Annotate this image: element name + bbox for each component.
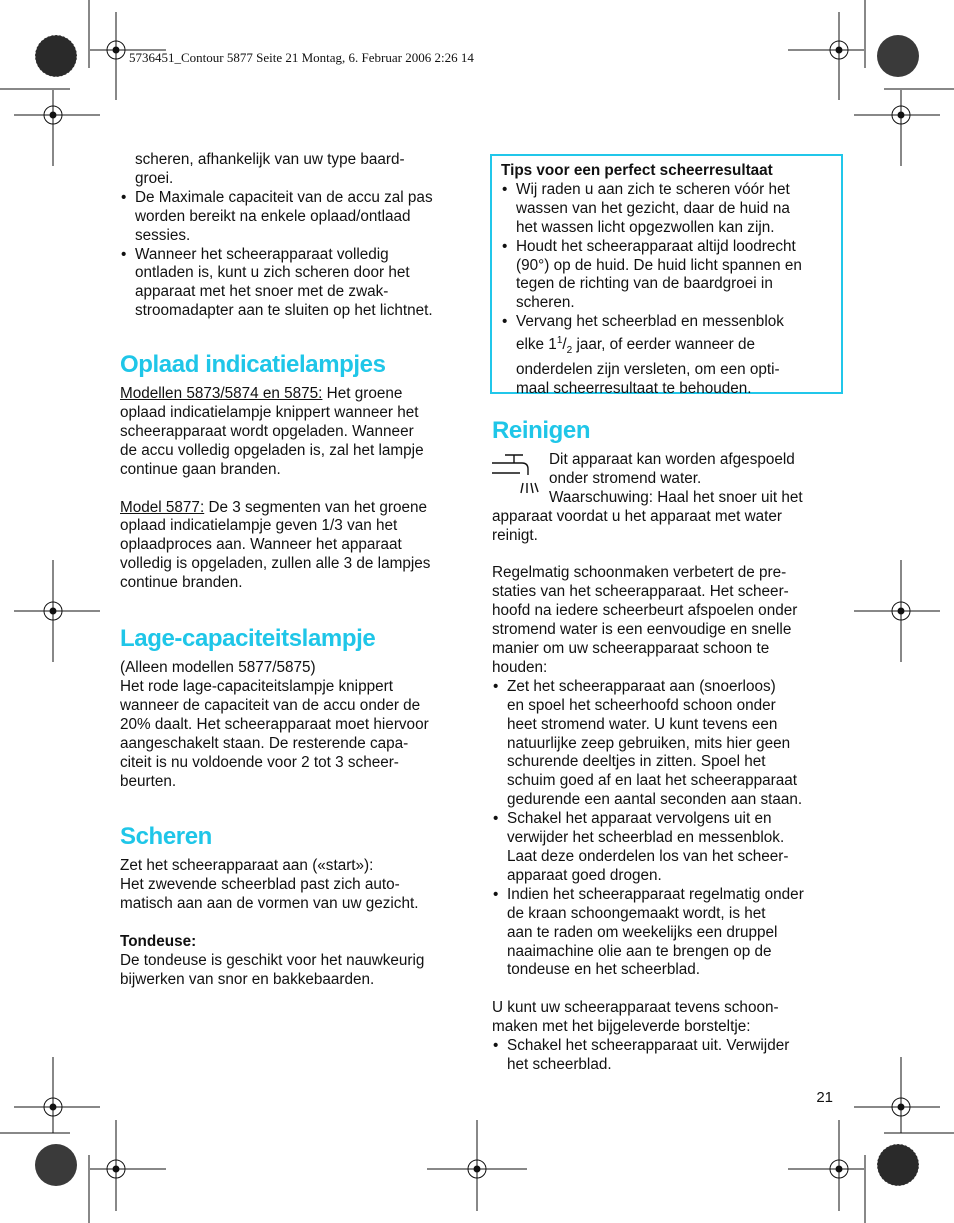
text-line: onder stromend water.	[549, 469, 702, 487]
text-line: manier om uw scheerapparaat schoon te	[492, 640, 770, 658]
text-line: De tondeuse is geschikt voor het nauwkeurig	[120, 951, 425, 969]
print-header: 5736451_Contour 5877 Seite 21 Montag, 6. Februar 2006 2:26 14	[129, 50, 474, 65]
text-line: Regelmatig schoonmaken verbetert de pre-	[492, 564, 787, 582]
registration-rosette-icon	[877, 35, 919, 77]
list-item	[501, 313, 833, 399]
list-item	[501, 181, 833, 238]
text-line: continue gaan branden.	[120, 460, 281, 478]
tips-title: Tips voor een perfect scheerresultaat	[501, 162, 773, 179]
text-line: naaimachine olie aan te brengen op de	[507, 942, 772, 960]
text-line: de kraan schoongemaakt wordt, is het	[507, 904, 766, 922]
crosshair-icon	[14, 90, 100, 166]
crosshair-icon	[788, 12, 864, 100]
text-line: matisch aan aan de vormen van uw gezicht.	[120, 895, 419, 913]
text-line: stroomadapter aan te sluiten op het lichtnet.	[135, 302, 433, 320]
text-line: aangeschakelt staan. De resterende capa-	[120, 734, 409, 752]
text-line: volledig is opgeladen, zullen alle 3 de lampjes	[120, 555, 431, 573]
section-heading: Lage-capaciteitslampje	[120, 625, 376, 653]
text-line: • Wij raden u aan zich te scheren vóór het	[516, 180, 790, 198]
fraction-numerator: 1	[556, 335, 563, 347]
text-line: (Alleen modellen 5877/5875)	[120, 659, 316, 677]
text-span: elke 1	[516, 336, 557, 354]
text-line: • Indien het scheerapparaat regelmatig onder	[507, 885, 804, 903]
text-line: • Houdt het scheerapparaat altijd loodrecht	[516, 237, 796, 255]
text-line: houden:	[492, 658, 548, 676]
list-item	[120, 189, 472, 246]
text-line: beurten.	[120, 772, 177, 790]
registration-rosette-icon	[877, 1144, 919, 1186]
text-line: gedurende een aantal seconden aan staan.	[507, 791, 803, 809]
intro-continuation	[120, 151, 472, 189]
section-heading: Oplaad indicatielampjes	[120, 351, 386, 379]
section-heading: Scheren	[120, 823, 212, 851]
text-line: scheerapparaat wordt opgeladen. Wanneer	[120, 422, 414, 440]
subheading: Tondeuse:	[120, 933, 197, 951]
list-item	[492, 886, 837, 981]
text-line: verwijder het scheerblad en messenblok.	[507, 829, 785, 847]
text-line: het wassen licht opgezwollen kan zijn.	[516, 218, 775, 236]
text-line: Waarschuwing: Haal het snoer uit het	[549, 488, 803, 506]
text-line: en spoel het scheerhoofd schoon onder	[507, 696, 776, 714]
text-line: worden bereikt na enkele oplaad/ontlaad	[135, 207, 411, 225]
rinse-block	[492, 451, 837, 508]
page-number: 21	[816, 1089, 833, 1106]
registration-rosette-icon	[35, 35, 77, 77]
text-line: maken met het bijgeleverde borsteltje:	[492, 1018, 751, 1036]
text-line: de accu volledig opgeladen is, zal het lampje	[120, 441, 424, 459]
text-span: jaar, of eerder wanneer de	[572, 336, 756, 354]
list-item	[492, 678, 837, 810]
model-label: Modellen 5873/5874 en 5875:	[120, 385, 323, 403]
list-item	[120, 246, 472, 322]
text-line: citeit is nu voldoende voor 2 tot 3 scheer-	[120, 753, 399, 771]
text-line: stromend water is een eenvoudige en snelle	[492, 621, 792, 639]
section-heading: Reinigen	[492, 417, 591, 444]
text-line: onderdelen zijn versleten, om een opti-	[516, 361, 780, 379]
text-line: aan te raden om weekelijks een druppel	[507, 923, 778, 941]
list-item	[492, 1037, 837, 1075]
text-line: groei.	[135, 169, 174, 187]
list-item	[501, 238, 833, 314]
crosshair-icon	[14, 560, 100, 662]
text-line: schurende deeltjes in zitten. Spoel het	[507, 753, 766, 771]
crosshair-icon	[854, 90, 940, 166]
text-line: oplaadproces aan. Wanneer het apparaat	[120, 536, 402, 554]
text-line: sessies.	[135, 226, 191, 244]
text-line: • Vervang het scheerblad en messenblok	[516, 313, 784, 331]
water-tap-icon	[492, 453, 540, 501]
text-line: Het rode lage-capaciteitslampje knippert	[120, 678, 393, 696]
text-line: tegen de richting van de baardgroei in	[516, 275, 773, 293]
text-span: De 3 segmenten van het groene	[204, 498, 428, 516]
text-line: • Schakel het apparaat vervolgens uit en	[507, 810, 772, 828]
fraction-denominator: 2	[566, 345, 573, 357]
list-item	[492, 810, 837, 886]
text-line: continue branden.	[120, 574, 243, 592]
text-line: scheren, afhankelijk van uw type baard-	[135, 151, 405, 168]
text-line: (90°) op de huid. De huid licht spannen en	[516, 256, 802, 274]
text-line: • Schakel het scheerapparaat uit. Verwijder	[507, 1037, 790, 1055]
fraction-slash: /	[562, 336, 567, 354]
text-line: oplaad indicatielampje knippert wanneer het	[120, 404, 419, 422]
crosshair-icon	[788, 1120, 864, 1211]
text-line: reinigt.	[492, 526, 538, 544]
crosshair-icon	[90, 1120, 166, 1211]
text-line: Zet het scheerapparaat aan («start»):	[120, 857, 374, 875]
text-line: oplaad indicatielampje geven 1/3 van het	[120, 517, 398, 535]
text-line: • De Maximale capaciteit van de accu zal pas	[135, 188, 433, 206]
text-line: U kunt uw scheerapparaat tevens schoon-	[492, 999, 779, 1017]
text-line: ontladen is, kunt u zich scheren door het	[135, 264, 410, 282]
text-line: Dit apparaat kan worden afgespoeld	[549, 451, 795, 468]
text-line: • Zet het scheerapparaat aan (snoerloos)	[507, 677, 776, 695]
text-line: schuim goed af en laat het scheerapparaat	[507, 772, 797, 790]
rinse-text	[549, 451, 803, 508]
text-line: heet stromend water. U kunt tevens een	[507, 715, 778, 733]
text-line: wanneer de capaciteit van de accu onder de	[120, 696, 421, 714]
left-column	[120, 151, 472, 990]
text-line: natuurlijke zeep gebruiken, mits hier geen	[507, 734, 791, 752]
text-span: Het groene	[322, 385, 403, 403]
text-line	[120, 499, 472, 518]
text-line	[516, 332, 833, 361]
crosshair-icon	[427, 1120, 527, 1211]
text-line: 20% daalt. Het scheerapparaat moet hiervoor	[120, 715, 429, 733]
crosshair-icon	[14, 1057, 100, 1133]
registration-rosette-icon	[35, 1144, 77, 1186]
text-line: maal scheerresultaat te behouden.	[516, 380, 752, 398]
text-line: scheren.	[516, 294, 575, 312]
tips-box	[490, 154, 843, 398]
crosshair-icon	[854, 1057, 940, 1133]
right-column	[492, 417, 837, 1075]
text-line: staties van het scheerapparaat. Het scheer-	[492, 583, 789, 601]
model-label: Model 5877:	[120, 498, 205, 516]
text-line	[120, 385, 472, 404]
text-line: wassen van het gezicht, daar de huid na	[516, 199, 790, 217]
text-line: bijwerken van snor en bakkebaarden.	[120, 970, 375, 988]
text-line: hoofd na iedere scheerbeurt afspoelen onder	[492, 602, 798, 620]
text-line: Laat deze onderdelen los van het scheer-	[507, 847, 789, 865]
text-line: het scheerblad.	[507, 1055, 612, 1073]
text-line: apparaat met het snoer met de zwak-	[135, 283, 389, 301]
text-line: Het zwevende scheerblad past zich auto-	[120, 876, 400, 894]
text-line: apparaat goed drogen.	[507, 866, 662, 884]
text-line: tondeuse en het scheerblad.	[507, 961, 701, 979]
text-line: apparaat voordat u het apparaat met water	[492, 507, 782, 525]
text-line: • Wanneer het scheerapparaat volledig	[135, 245, 389, 263]
crosshair-icon	[854, 560, 940, 662]
